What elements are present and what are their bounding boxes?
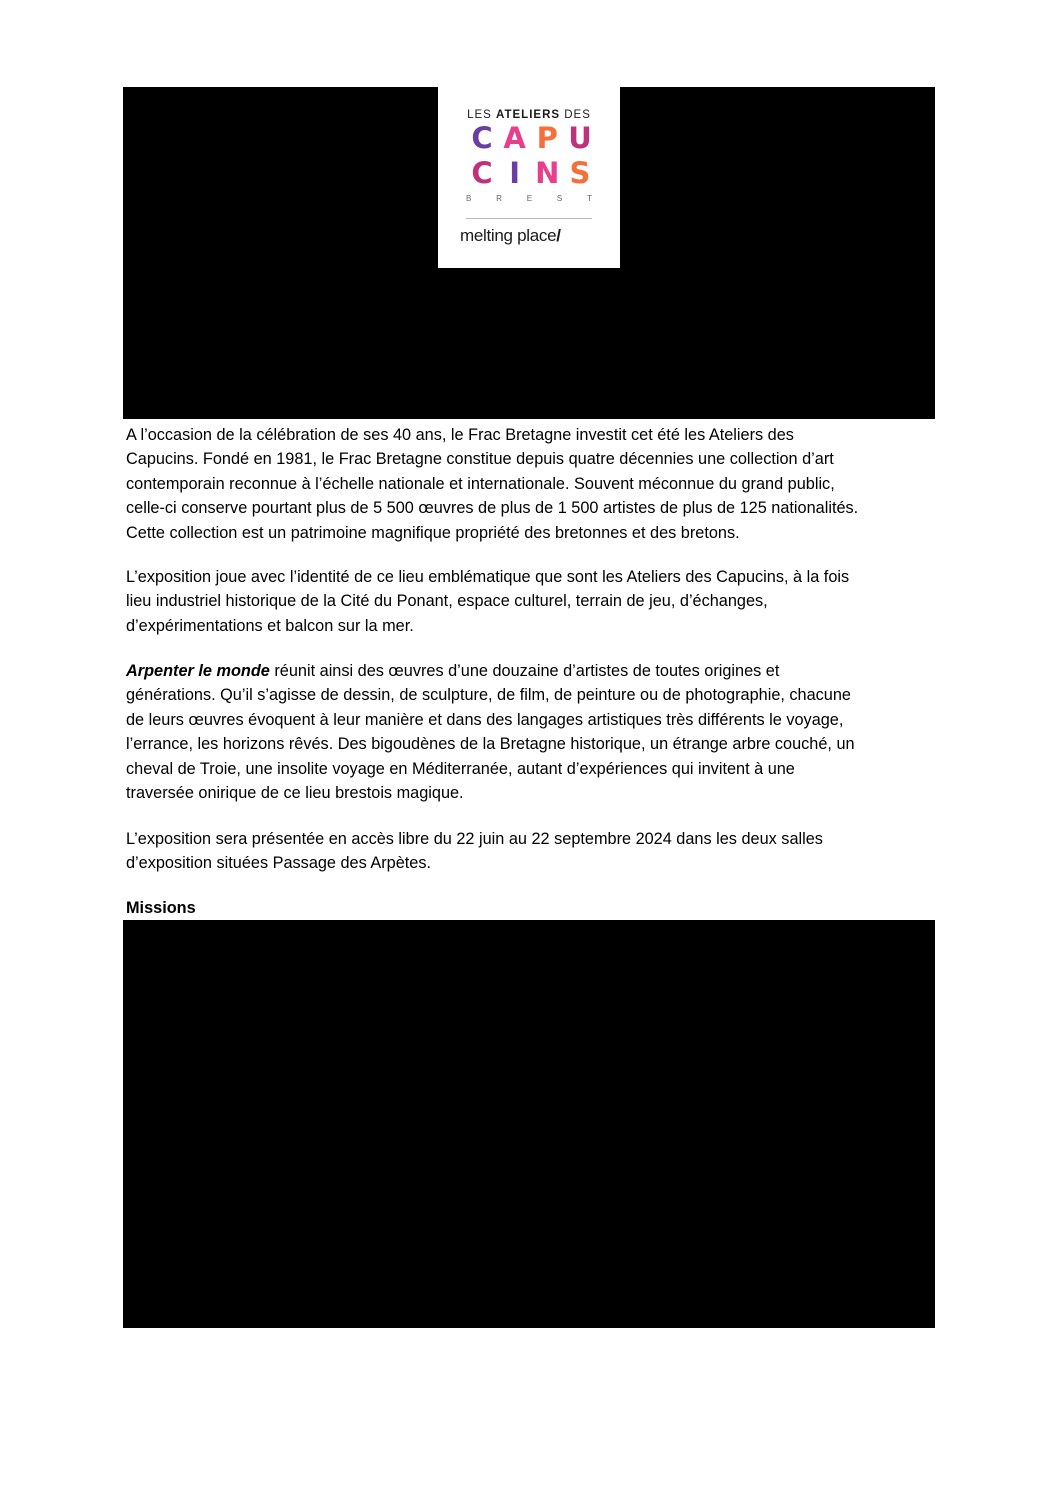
text-line: d’exposition situées Passage des Arpètes. [126,854,432,873]
text-line: Capucins. Fondé en 1981, le Frac Bretagne constitue depuis quatre décennies une collection d’art [126,450,834,469]
logo-top-tail: DES [560,109,591,121]
paragraph-intro [126,423,938,545]
exhibition-title: Arpenter le monde [126,662,270,680]
missions-image-block [123,920,935,1328]
text-line: lieu industriel historique de la Cité du Ponant, espace culturel, terrain de jeu, d’échanges, [126,592,768,611]
text-fragment: réunit ainsi des œuvres d’une douzaine d’artistes de toutes origines et [269,662,780,680]
missions-heading: Missions [126,899,196,917]
logo-top-line [438,109,620,121]
text-line: de leurs œuvres évoquent à leur manière et dans des langages artistiques très différents le voyage, [126,710,844,729]
capucins-logo [438,87,620,268]
logo-letter: S [569,156,591,190]
logo-row-capu [466,123,596,153]
text-line: celle-ci conserve pourtant plus de 5 500 œuvres de plus de 1 500 artistes de plus de 125 nationalités. [126,499,859,518]
text-line: Cette collection est un patrimoine magnifique propriété des bretonnes et des bretons. [126,523,740,542]
logo-tagline [460,226,600,246]
logo-letter: N [535,156,560,190]
header-image-block [123,87,935,419]
logo-top-regular: LES [467,109,497,121]
logo-letter: P [536,121,558,155]
paragraph-venue [126,565,938,638]
logo-row-cins [466,158,596,188]
logo-letter: A [503,121,526,155]
text-line: générations. Qu’il s’agisse de dessin, de sculpture, de film, de peinture ou de photographie, chacune [126,686,851,705]
text-line: L’exposition sera présentée en accès libre du 22 juin au 22 septembre 2024 dans les deux salles [126,830,823,848]
logo-top-bold: ATELIERS [496,109,561,121]
logo-city-letter: S [556,194,563,203]
text-line: A l’occasion de la célébration de ses 40 ans, le Frac Bretagne investit cet été les Ateliers des [126,426,794,444]
logo-divider [466,218,592,219]
text-line: traversée onirique de ce lieu brestois magique. [126,784,464,803]
logo-letter: I [509,156,521,190]
logo-city-letter: R [496,194,502,203]
logo-letter: C [471,121,493,155]
text-line: cheval de Troie, une insolite voyage en Méditerranée, autant d’expériences qui invitent à une [126,759,795,778]
logo-letter: U [568,121,592,155]
paragraph-exhibition [126,659,938,805]
text-line [126,659,938,683]
logo-tagline-mark: / [556,226,561,245]
logo-city-letter: T [587,194,592,203]
paragraph-dates [126,827,938,876]
text-line: d’expérimentations et balcon sur la mer. [126,616,414,635]
logo-city-letter: E [526,194,533,203]
logo-city-letter: B [466,194,472,203]
logo-tagline-text: melting place [460,226,557,245]
logo-city [466,194,592,203]
text-line: L’exposition joue avec l’identité de ce lieu emblématique que sont les Ateliers des Capucins, à la fois [126,568,850,586]
text-line: contemporain reconnue à l’échelle nationale et internationale. Souvent méconnue du grand public, [126,474,835,493]
logo-letter: C [471,156,493,190]
text-line: l’errance, les horizons rêvés. Des bigoudènes de la Bretagne historique, un étrange arbre couché, un [126,735,855,754]
